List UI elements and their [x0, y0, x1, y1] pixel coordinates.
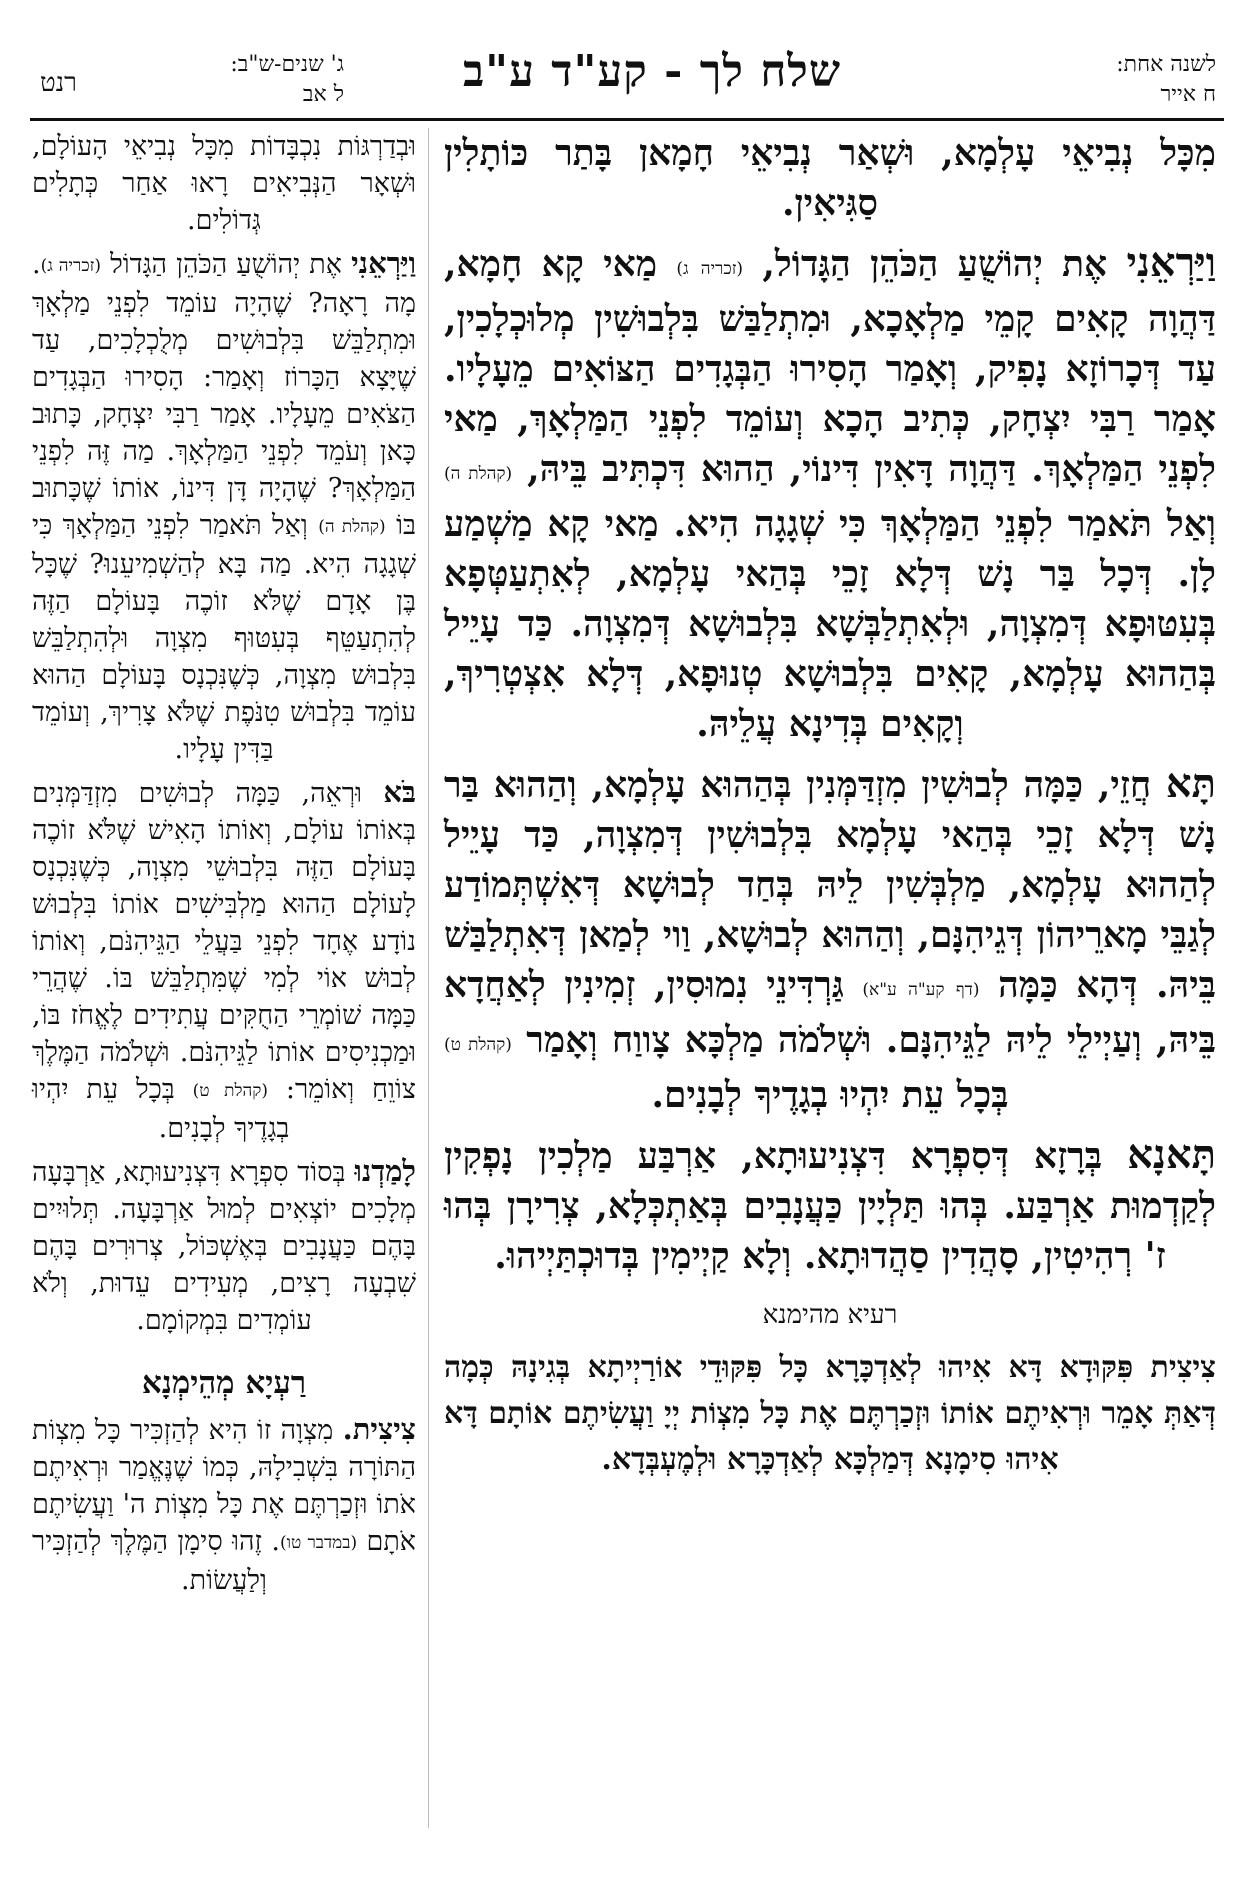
verse-reference: (קהלת ט): [192, 1081, 269, 1101]
main-paragraph-2: [444, 238, 1216, 749]
paragraph-text: גַּרְדִּינֵי נִמוּסִין, זְמִינִין לְאַחֲדָא בֵּיהּ, וְעַיְילֵי לֵיהּ לַגֵּיהִנָּם. וּשְׁלֹמֹה מַלְכָּא צָווַח וְאָמַר: [444, 964, 1216, 1061]
verse-reference: (במדבר טו): [280, 1533, 358, 1553]
side-paragraph-4: [32, 1153, 416, 1339]
one-year-cycle-label: [976, 50, 1216, 110]
main-paragraph-4: [444, 1130, 1216, 1281]
side-paragraph-1: וּבְדַרְגּוֹת נִכְבָּדוֹת מִכָּל נְבִיאֵי הָעוֹלָם, וּשְׁאָר הַנְּבִיאִים רָאוּ אַחַר כְּתָלִים גְּדוֹלִים.: [32, 131, 416, 236]
page-number-marker: רנט: [40, 68, 77, 98]
page-reference: (דף קע"ה ע"א): [862, 980, 980, 1000]
paragraph-lead-word: צִיצִית.: [342, 1412, 416, 1446]
one-year-cycle-title: לשנה אחת:: [1116, 52, 1216, 77]
page-header: [32, 40, 1222, 110]
three-year-cycle-title: ג' שנים-ש"ב:: [230, 52, 344, 77]
paragraph-lead-word: בֹּא: [383, 775, 416, 809]
side-paragraph-3: [32, 774, 416, 1147]
paragraph-text: בְּכָל עֵת יִהְיוּ בְגָדֶיךָ לְבָנִים.: [32, 1074, 290, 1144]
paragraph-lead-word: וַיַּרְאֵנִי: [351, 246, 416, 280]
paragraph-lead-word: לָמַדְנוּ: [354, 1154, 416, 1188]
paragraph-lead-word: וַיַּרְאֵנִי: [1126, 239, 1216, 286]
paragraph-text: חֲזֵי, כַּמָּה לְבוּשִׁין מִזְדַּמְּנִין בְּהַהוּא עָלְמָא, וְהַהוּא בַּר נָשׁ דְּלָא זָכֵי בְּהַאי עָלְמָא בִּלְבוּשִׁין דְּמִצְוָה, כַּד עָיֵיל לְהַהוּא עָלְמָא, מַלְבְּשִׁין לֵיהּ בְּחַד לְבוּשָׁא דְּאִשְׁתְּמוֹדַע לְגַבֵּי מָארֵיהוֹן דְּגֵיהִנָּם, וְהַהוּא לְבוּשָׁא, וַוי לְמַאן דְּאִתְלַבַּשׁ בֵּיהּ. דְּהָא כַּמָּה: [444, 764, 1216, 1006]
page-title: שלח לך - קע"ד ע"ב: [462, 46, 842, 97]
main-paragraph-1: מִכָּל נְבִיאֵי עָלְמָא, וּשְׁאַר נְבִיאֵי חָמָאן בָּתַר כּוֹתָלִין סַגִּיאִין.: [444, 132, 1216, 224]
section-heading-raaya-mehemna: רַעְיָא מְהֵימְנָא: [141, 1365, 307, 1401]
paragraph-text: וּרְאֵה, כַּמָּה לְבוּשִׁים מִזְדַּמְּנִים בְּאוֹתוֹ עוֹלָם, וְאוֹתוֹ הָאִישׁ שֶׁלֹּא זוֹכֶה בָּעוֹלָם הַזֶּה בִּלְבוּשֵׁי מִצְוָה, כְּשֶׁנִּכְנָס לָעוֹלָם הַהוּא מַלְבִּישִׁים אוֹתוֹ בִּלְבוּשׁ נוֹדָע אֶחָד לִפְנֵי בַּעֲלֵי הַגֵּיהִנֹּם, וְאוֹתוֹ לְבוּשׁ אוֹי לְמִי שֶׁמִּתְלַבֵּשׁ בּוֹ. שֶׁהֲרֵי כַּמָּה שׁוֹמְרֵי הַחֻקִּים עֲתִידִים לֶאֱחֹז בּוֹ, וּמַכְנִיסִים אוֹתוֹ לַגֵּיהִנֹּם. וּשְׁלֹמֹה הַמֶּלֶךְ צוֹוֵחַ וְאוֹמֵר:: [32, 778, 416, 1105]
main-column-aramaic: [444, 128, 1216, 1483]
paragraph-lead-word: צִיצִית: [1150, 1350, 1216, 1385]
paragraph-text: פִּקּוּדָא דָּא אִיהוּ לְאַדְכָּרָא כָּל פִּקּוּדֵי אוֹרַיְיתָא בְּגִינָהּ כְּמָה דְּאַתְּ אָמֵר וּרְאִיתֶם אוֹתוֹ וּזְכַרְתֶּם אֶת כָּל מִצְוֹת יְיָ וַעֲשִׂיתֶם אוֹתָם דָּא אִיהוּ סִימָנָא דְּמַלְכָּא לְאַדְכָּרָא וּלְמֶעְבְּדָא.: [444, 1350, 1216, 1477]
header-divider: [30, 118, 1224, 121]
paragraph-text: אֶת יְהוֹשֻׁעַ הַכֹּהֵן הַגָּדוֹל: [110, 249, 342, 280]
paragraph-text: מִצְוָה זוֹ הִיא לְהַזְכִּיר כָּל מִצְוֹת הַתּוֹרָה בִּשְׁבִילָהּ, כְּמוֹ שֶׁנֶּאֱמַר וּרְאִיתֶם אֹתוֹ וּזְכַרְתֶּם אֶת כָּל מִצְוֹת ה' וַעֲשִׂיתֶם אֹתָם: [32, 1415, 416, 1557]
side-paragraph-2: [32, 245, 416, 768]
side-column-hebrew: [32, 128, 416, 1605]
paragraph-text: בְּכָל עֵת יִהְיוּ בְגָדֶיךָ לְבָנִים.: [651, 1074, 1009, 1116]
verse-reference: (קהלת ה): [444, 464, 513, 484]
paragraph-text: . מָה רָאָה? שֶׁהָיָה עוֹמֵד לִפְנֵי מַלְאָךְ וּמִתְלַבֵּשׁ בִּלְבוּשִׁים מְלֻכְלָכִים, עַד שֶׁיָּצָא הַכָּרוֹז וְאָמַר: הָסִירוּ הַבְּגָדִים הַצֹּאִים מֵעָלָיו. אָמַר רַבִּי יִצְחָק, כָּתוּב כָּאן וְעֹמֵד לִפְנֵי הַמַּלְאָךְ. מַה זֶּה לִפְנֵי הַמַּלְאָךְ? שֶׁהָיָה דָּן דִּינוֹ, אוֹתוֹ שֶׁכָּתוּב בּוֹ: [32, 249, 416, 541]
verse-reference: (קהלת ה): [318, 517, 386, 537]
verse-reference: (קהלת ט): [444, 1035, 512, 1055]
verse-reference: (זכריה ג): [676, 259, 744, 279]
paragraph-text: מַאי קָא חָמָא, דַּהֲוָה קָאִים קָמֵי מַלְאָכָא, וּמִתְלַבַּשׁ בִּלְבוּשִׁין מְלוּכְלָכִין, עַד דְּכָרוֹזָא נָפִיק, וְאָמַר הָסִירוּ הַבְּגָדִים הַצּוֹאִים מֵעָלָיו. אָמַר רַבִּי יִצְחָק, כְּתִיב הָכָא וְעוֹמֵד לִפְנֵי הַמַּלְאָךְ, מַאי לִפְנֵי הַמַּלְאָךְ. דַּהֲוָה דָּאִין דִּינוֹי, הַהוּא דִּכְתִּיב בֵּיהּ,: [444, 243, 1216, 490]
paragraph-text: . זֶהוּ סִימָן הַמֶּלֶךְ לְהַזְכִּיר וְלַעֲשׂוֹת.: [32, 1526, 281, 1596]
raaya-mehemna-paragraph: [32, 1411, 416, 1599]
paragraph-lead-word: תָּא: [1165, 760, 1216, 807]
raaya-mehemna-paragraph: [444, 1345, 1216, 1483]
paragraph-text: אֶת יְהוֹשֻׁעַ הַכֹּהֵן הַגָּדוֹל,: [762, 243, 1108, 285]
paragraph-text: בְּרָזָא דְּסִפְרָא דִּצְנִיעוּתָא, אַרְבַּע מַלְכִין נָפְקִין לְקַדְמוּת אַרְבַּע. בְּהוּ תַּלְיָין כַּעֲנָבִים בְּאַתְכְּלָא, צְרִירָן בְּהוּ ז' רְהִיטִין, סָהֲדִין סַהֲדוּתָא. וְלָא קַיְימִין בְּדוּכְתַּיְיהוּ.: [444, 1135, 1216, 1277]
paragraph-text: וְאַל תֹּאמַר לִפְנֵי הַמַּלְאָךְ כִּי שְׁגָגָה הִיא. מַה בָּא לְהַשְׁמִיעֵנוּ? שֶׁכָּל בֶּן אָדָם שֶׁלֹּא זוֹכֶה בָּעוֹלָם הַזֶּה לְהִתְעַטֵּף בְּעִטּוּף מִצְוָה וּלְהִתְלַבֵּשׁ בִּלְבוּשׁ מִצְוָה, כְּשֶׁנִּכְנָס בָּעוֹלָם הַהוּא עוֹמֵד בִּלְבוּשׁ טִנֹּפֶת שֶׁלֹּא צָרִיךְ, וְעוֹמֵד בַּדִּין עָלָיו.: [32, 510, 416, 765]
main-paragraph-3: [444, 759, 1216, 1120]
section-heading-raaya-mehemna: רעיא מהימנא: [762, 1300, 898, 1330]
column-divider: [428, 128, 429, 1828]
three-year-cycle-date: ל אב: [302, 82, 344, 107]
paragraph-lead-word: תָּאנָא: [1127, 1131, 1216, 1178]
verse-reference: (זכריה ג): [40, 256, 101, 276]
paragraph-text: וְאַל תֹּאמַר לִפְנֵי הַמַּלְאָךְ כִּי שְׁגָגָה הִיא. מַאי קָא מַשְׁמַע לָן. דְּכָל בַּר נָשׁ דְּלָא זָכֵי בְּהַאי עָלְמָא, לְאִתְעַטְּפָא בְּעִטּוּפָא דְּמִצְוָה, וּלְאִתְלַבְּשָׁא בִּלְבוּשָׁא דְּמִצְוָה. כַּד עָיֵיל בְּהַהוּא עָלְמָא, קָאִים בִּלְבוּשָׁא טְנוּפָא, דְּלָא אִצְטְרִיךְ, וְקָאִים בְּדִינָא עֲלֵיהּ.: [444, 503, 1216, 745]
three-year-cycle-label: [124, 50, 344, 110]
paragraph-text: בְּסוֹד סִפְרָא דִּצְנִיעוּתָא, אַרְבָּעָה מְלָכִים יוֹצְאִים לְמוּל אַרְבָּעָה. תְּלוּיִים בָּהֶם כַּעֲנָבִים בְּאֶשְׁכּוֹל, צְרוּרִים בָּהֶם שִׁבְעָה רָצִים, מְעִידִים עֵדוּת, וְלֹא עוֹמְדִים בִּמְקוֹמָם.: [32, 1157, 416, 1336]
one-year-cycle-date: ח אייר: [1160, 82, 1216, 107]
